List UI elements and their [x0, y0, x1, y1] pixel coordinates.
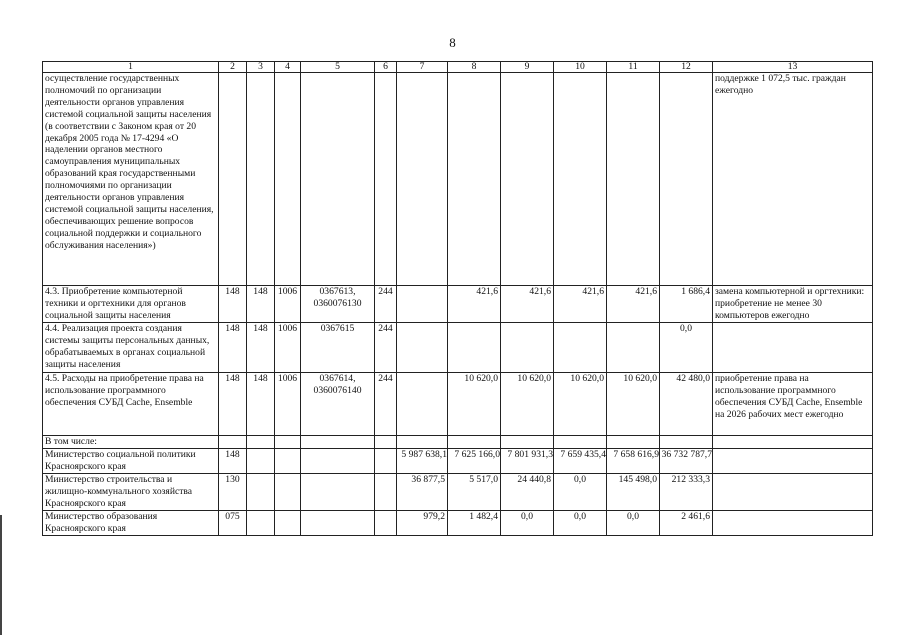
csr-cell	[301, 510, 375, 535]
value-cell: 0,0	[501, 510, 554, 535]
total-cell: 36 732 787,7	[660, 448, 713, 473]
result-cell: замена компьютерной и оргтехники: приобретение не менее 30 компьютеров ежегодно	[713, 286, 873, 323]
total-cell: 0,0	[660, 323, 713, 373]
grbs-cell: 148	[219, 286, 247, 323]
grbs-cell	[219, 73, 247, 286]
scan-edge-mark	[0, 515, 2, 635]
value-cell: 0,0	[554, 510, 607, 535]
rzpr-cell: 148	[247, 323, 275, 373]
value-cell: 10 620,0	[554, 373, 607, 436]
result-cell: приобретение права на использование программного обеспечения СУБД Cache, Ensemble на 2026 рабочих мест ежегодно	[713, 373, 873, 436]
value-cell	[448, 73, 501, 286]
value-cell: 7 801 931,3	[501, 448, 554, 473]
vr-cell	[375, 448, 397, 473]
grbs-cell: 130	[219, 473, 247, 510]
header-cell: 7	[397, 62, 448, 73]
table-row	[43, 448, 873, 473]
value-cell	[554, 323, 607, 373]
grbs-cell	[219, 436, 247, 449]
value-cell: 5 987 638,1	[397, 448, 448, 473]
budget-table	[42, 61, 873, 536]
rzpr-cell: 148	[247, 286, 275, 323]
value-cell: 421,6	[448, 286, 501, 323]
vr-cell	[375, 473, 397, 510]
rzpr-cell	[247, 436, 275, 449]
description-cell: 4.5. Расходы на приобретение права на использование программного обеспечения СУБД Cache, Ensemble	[43, 373, 219, 436]
vr-cell: 244	[375, 286, 397, 323]
total-cell: 42 480,0	[660, 373, 713, 436]
rzpr-cell	[247, 510, 275, 535]
value-cell: 10 620,0	[501, 373, 554, 436]
rzpr-cell	[247, 473, 275, 510]
value-cell	[501, 323, 554, 373]
result-cell: поддержке 1 072,5 тыс. граждан ежегодно	[713, 73, 873, 286]
rz-cell: 1006	[275, 323, 301, 373]
rz-cell: 1006	[275, 286, 301, 323]
table-row	[43, 286, 873, 323]
description-cell: 4.3. Приобретение компьютерной техники и оргтехники для органов социальной защиты населения	[43, 286, 219, 323]
value-cell	[397, 323, 448, 373]
value-cell: 421,6	[554, 286, 607, 323]
header-cell: 4	[275, 62, 301, 73]
value-cell	[501, 73, 554, 286]
result-cell	[713, 448, 873, 473]
grbs-cell: 148	[219, 448, 247, 473]
csr-cell	[301, 436, 375, 449]
value-cell	[501, 436, 554, 449]
table-row	[43, 323, 873, 373]
rz-cell	[275, 473, 301, 510]
description-cell: Министерство социальной политики Красноярского края	[43, 448, 219, 473]
value-cell	[554, 73, 607, 286]
description-cell: Министерство строительства и жилищно-коммунального хозяйства Красноярского края	[43, 473, 219, 510]
value-cell	[607, 436, 660, 449]
total-cell	[660, 73, 713, 286]
value-cell: 421,6	[501, 286, 554, 323]
csr-cell: 0367613, 0360076130	[301, 286, 375, 323]
value-cell	[397, 73, 448, 286]
grbs-cell: 075	[219, 510, 247, 535]
csr-cell	[301, 448, 375, 473]
csr-cell: 0367615	[301, 323, 375, 373]
result-cell	[713, 510, 873, 535]
rz-cell	[275, 436, 301, 449]
value-cell: 10 620,0	[448, 373, 501, 436]
page-number: 8	[449, 35, 456, 50]
description-cell: 4.4. Реализация проекта создания системы защиты персональных данных, обрабатываемых в органах социальной защиты населения	[43, 323, 219, 373]
value-cell	[448, 436, 501, 449]
rz-cell	[275, 448, 301, 473]
result-cell	[713, 436, 873, 449]
value-cell: 0,0	[607, 510, 660, 535]
header-cell: 10	[554, 62, 607, 73]
header-cell: 11	[607, 62, 660, 73]
rzpr-cell: 148	[247, 373, 275, 436]
vr-cell	[375, 73, 397, 286]
vr-cell: 244	[375, 323, 397, 373]
rzpr-cell	[247, 73, 275, 286]
vr-cell	[375, 436, 397, 449]
table-row	[43, 436, 873, 449]
value-cell: 10 620,0	[607, 373, 660, 436]
value-cell	[554, 436, 607, 449]
header-cell: 6	[375, 62, 397, 73]
table-row	[43, 373, 873, 436]
result-cell	[713, 473, 873, 510]
value-cell: 421,6	[607, 286, 660, 323]
result-cell	[713, 323, 873, 373]
grbs-cell: 148	[219, 323, 247, 373]
value-cell: 145 498,0	[607, 473, 660, 510]
total-cell: 1 686,4	[660, 286, 713, 323]
description-cell: Министерство образования Красноярского края	[43, 510, 219, 535]
table-row	[43, 510, 873, 535]
header-cell: 2	[219, 62, 247, 73]
total-cell: 212 333,3	[660, 473, 713, 510]
value-cell: 36 877,5	[397, 473, 448, 510]
header-cell: 12	[660, 62, 713, 73]
rzpr-cell	[247, 448, 275, 473]
rz-cell	[275, 510, 301, 535]
value-cell: 1 482,4	[448, 510, 501, 535]
header-cell: 13	[713, 62, 873, 73]
value-cell: 7 625 166,0	[448, 448, 501, 473]
value-cell	[607, 73, 660, 286]
value-cell: 0,0	[554, 473, 607, 510]
value-cell	[448, 323, 501, 373]
header-row	[43, 62, 873, 73]
csr-cell: 0367614, 0360076140	[301, 373, 375, 436]
csr-cell	[301, 473, 375, 510]
value-cell: 5 517,0	[448, 473, 501, 510]
header-cell: 5	[301, 62, 375, 73]
total-cell: 2 461,6	[660, 510, 713, 535]
header-cell: 9	[501, 62, 554, 73]
value-cell	[397, 436, 448, 449]
total-cell	[660, 436, 713, 449]
header-cell: 1	[43, 62, 219, 73]
vr-cell: 244	[375, 373, 397, 436]
grbs-cell: 148	[219, 373, 247, 436]
header-cell: 8	[448, 62, 501, 73]
value-cell	[607, 323, 660, 373]
rz-cell	[275, 73, 301, 286]
vr-cell	[375, 510, 397, 535]
value-cell	[397, 286, 448, 323]
description-cell: осуществление государственных полномочий по организации деятельности органов управления системой социальной защиты населения (в соответствии с Законом края от 20 декабря 2005 года № 17-4294 «О наделении органов местного самоуправления муниципальных образований края государственными полномочиями по организации деятельности органов управления системой социальной защиты населения, обеспечивающих решение вопросов социальной поддержки и социального обслуживания населения»)	[43, 73, 219, 286]
description-cell: В том числе:	[43, 436, 219, 449]
csr-cell	[301, 73, 375, 286]
rz-cell: 1006	[275, 373, 301, 436]
header-cell: 3	[247, 62, 275, 73]
value-cell: 7 659 435,4	[554, 448, 607, 473]
value-cell: 979,2	[397, 510, 448, 535]
table-row	[43, 73, 873, 286]
value-cell: 7 658 616,9	[607, 448, 660, 473]
value-cell: 24 440,8	[501, 473, 554, 510]
value-cell	[397, 373, 448, 436]
table-row	[43, 473, 873, 510]
